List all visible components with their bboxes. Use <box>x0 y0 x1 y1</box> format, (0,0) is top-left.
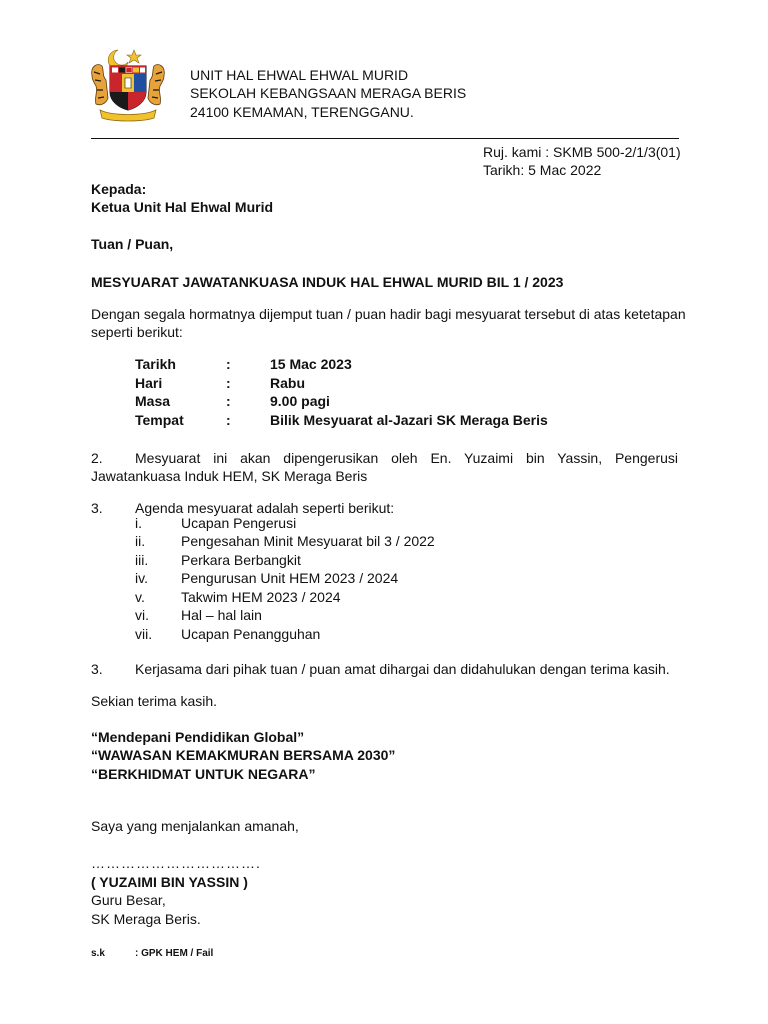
subject-title: MESYUARAT JAWATANKUASA INDUK HAL EHWAL MURID BIL 1 / 2023 <box>91 274 564 290</box>
intro-line-2: seperti berikut: <box>91 324 183 340</box>
coat-of-arms-logo <box>88 46 168 122</box>
recipient-name: Ketua Unit Hal Ehwal Murid <box>91 199 274 215</box>
agenda-item-number: iii. <box>135 552 149 568</box>
agenda-item-number: v. <box>135 589 145 605</box>
salutation: Tuan / Puan, <box>91 236 174 252</box>
agenda-item-number: ii. <box>135 533 146 549</box>
meeting-date-colon: : <box>226 356 231 372</box>
agenda-item-text: Ucapan Penangguhan <box>181 626 321 642</box>
agenda-item-text: Pengurusan Unit HEM 2023 / 2024 <box>181 570 399 586</box>
closing-text: Sekian terima kasih. <box>91 693 218 709</box>
sign-off: Saya yang menjalankan amanah, <box>91 818 299 834</box>
agenda-item-text: Pengesahan Minit Mesyuarat bil 3 / 2022 <box>181 533 435 549</box>
reference-number: Ruj. kami : SKMB 500-2/1/3(01) <box>483 144 681 160</box>
meeting-day-colon: : <box>226 375 231 391</box>
meeting-time-label: Masa <box>135 393 171 409</box>
coat-of-arms-icon <box>88 46 168 122</box>
slogan-3: “BERKHIDMAT UNTUK NEGARA” <box>91 766 316 782</box>
meeting-date-value: 15 Mac 2023 <box>270 356 352 372</box>
meeting-venue-label: Tempat <box>135 412 184 428</box>
cc-label: s.k <box>91 948 105 959</box>
agenda-item-text: Takwim HEM 2023 / 2024 <box>181 589 341 605</box>
para2-line-1: Mesyuarat ini akan dipengerusikan oleh En. Yuzaimi bin Yassin, Pengerusi <box>135 450 678 466</box>
agenda-item-text: Perkara Berbangkit <box>181 552 301 568</box>
agenda-item-number: vii. <box>135 626 153 642</box>
meeting-day-label: Hari <box>135 375 163 391</box>
slogan-2: “WAWASAN KEMAKMURAN BERSAMA 2030” <box>91 747 396 763</box>
meeting-time-value: 9.00 pagi <box>270 393 330 409</box>
intro-line-1: Dengan segala hormatnya dijemput tuan / puan hadir bagi mesyuarat tersebut di atas ketetapan <box>91 306 686 322</box>
agenda-item-text: Ucapan Pengerusi <box>181 515 297 531</box>
meeting-venue-colon: : <box>226 412 231 428</box>
letterhead-school: SEKOLAH KEBANGSAAN MERAGA BERIS <box>190 85 467 101</box>
meeting-date-label: Tarikh <box>135 356 176 372</box>
signatory-title: Guru Besar, <box>91 892 166 908</box>
signature-line: ……………………………. <box>91 855 261 871</box>
header-divider <box>91 138 679 139</box>
meeting-venue-value: Bilik Mesyuarat al-Jazari SK Meraga Beris <box>270 412 548 428</box>
signatory-name: ( YUZAIMI BIN YASSIN ) <box>91 874 248 890</box>
para4-number: 3. <box>91 661 103 677</box>
recipient-label: Kepada: <box>91 181 147 197</box>
slogan-1: “Mendepani Pendidikan Global” <box>91 729 305 745</box>
agenda-item-number: vi. <box>135 607 149 623</box>
para3-text: Agenda mesyuarat adalah seperti berikut: <box>135 500 395 516</box>
para4-text: Kerjasama dari pihak tuan / puan amat dihargai dan didahulukan dengan terima kasih. <box>135 661 670 677</box>
para2-line-2: Jawatankuasa Induk HEM, SK Meraga Beris <box>91 468 368 484</box>
letterhead-unit: UNIT HAL EHWAL EHWAL MURID <box>190 67 409 83</box>
meeting-day-value: Rabu <box>270 375 305 391</box>
agenda-item-number: i. <box>135 515 142 531</box>
signatory-school: SK Meraga Beris. <box>91 911 201 927</box>
para3-number: 3. <box>91 500 103 516</box>
agenda-item-number: iv. <box>135 570 148 586</box>
meeting-time-colon: : <box>226 393 231 409</box>
letterhead-address: 24100 KEMAMAN, TERENGGANU. <box>190 104 414 120</box>
letter-date: Tarikh: 5 Mac 2022 <box>483 162 602 178</box>
agenda-item-text: Hal – hal lain <box>181 607 262 623</box>
para2-number: 2. <box>91 450 103 466</box>
cc-value: : GPK HEM / Fail <box>135 948 214 959</box>
